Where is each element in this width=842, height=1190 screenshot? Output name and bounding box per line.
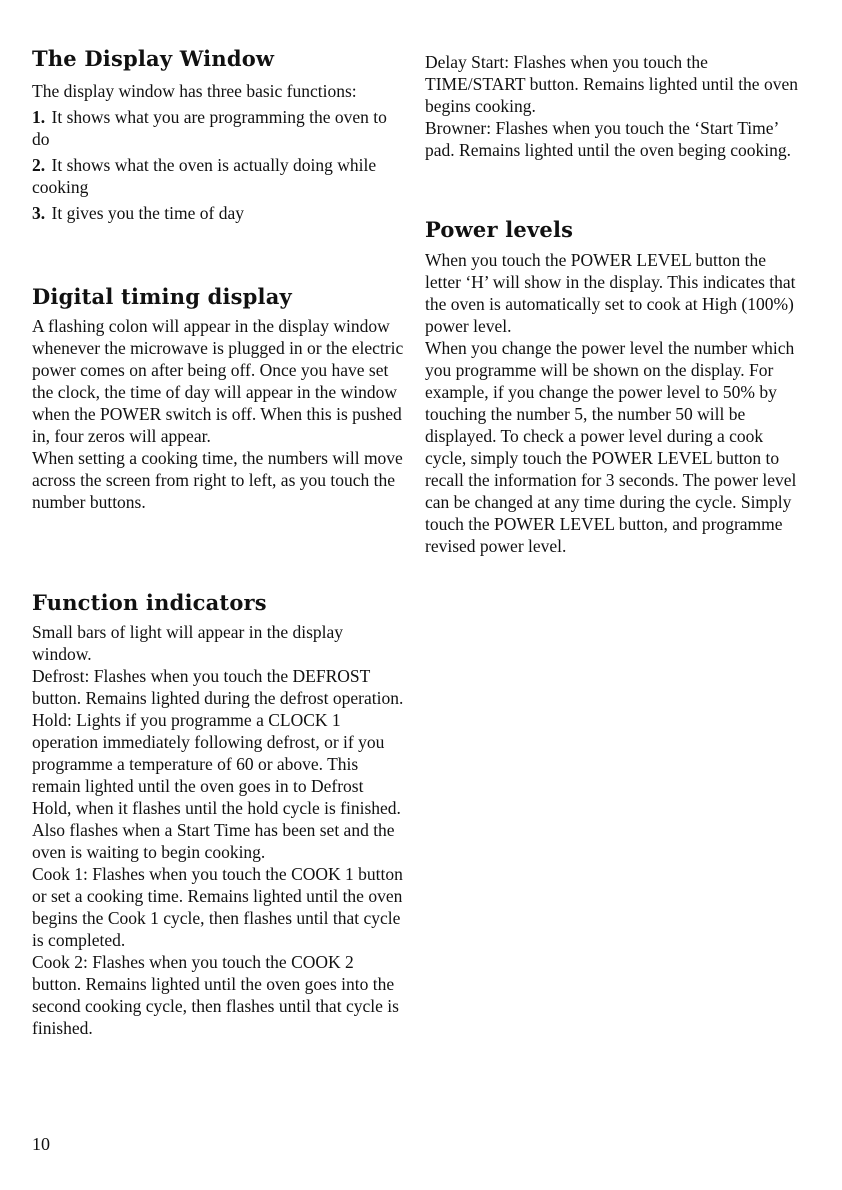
- function-item-number: 1.: [32, 107, 46, 127]
- function-item-2: [32, 154, 404, 198]
- digital-timing-section: [32, 284, 404, 513]
- function-item-1: [32, 106, 404, 150]
- display-window-section: [32, 46, 404, 228]
- display-window-intro: The display window has three basic functions:: [32, 81, 357, 101]
- cook2-indicator-text: Cook 2: Flashes when you touch the COOK 2 button. Remains lighted until the oven goes into the second cooking cycle, then flashes until that cycle is finished.: [32, 952, 399, 1038]
- power-levels-paragraph: When you change the power level the number which you programme will be shown on the display. For example, if you change the power level to 50% by touching the number 5, the number 50 will be displayed. To check a power level during a cook cycle, simply touch the POWER LEVEL button to recall the information for 3 seconds. The power level can be changed at any time during the cycle. Simply touch the POWER LEVEL button, and programme revised power level.: [425, 338, 797, 556]
- digital-timing-paragraph: A flashing colon will appear in the display window whenever the microwave is plugged in or the electric power comes on after being off. Once you have set the clock, the time of day will appear in the window when the POWER switch is off. When this is pushed in, four zeros will appear.: [32, 316, 404, 446]
- power-levels-section: [425, 217, 803, 557]
- function-indicators-intro: Small bars of light will appear in the display window.: [32, 622, 344, 664]
- defrost-indicator-text: Defrost: Flashes when you touch the DEFROST button. Remains lighted during the defrost operation.: [32, 666, 404, 708]
- function-item-text: It shows what the oven is actually doing while cooking: [32, 155, 377, 197]
- indicators-continued-section: [425, 51, 803, 161]
- display-window-heading: The Display Window: [32, 46, 275, 71]
- cook1-indicator-text: Cook 1: Flashes when you touch the COOK 1 button or set a cooking time. Remains lighted until the oven begins the Cook 1 cycle, then flashes until that cycle is completed.: [32, 864, 403, 950]
- power-levels-heading: Power levels: [425, 217, 574, 242]
- browner-indicator-text: Browner: Flashes when you touch the ‘Start Time’ pad. Remains lighted until the oven beging cooking.: [425, 118, 791, 160]
- digital-timing-paragraph: When setting a cooking time, the numbers will move across the screen from right to left, as you touch the number buttons.: [32, 448, 403, 512]
- function-item-text: It gives you the time of day: [51, 203, 244, 223]
- delay-start-indicator-text: Delay Start: Flashes when you touch the TIME/START button. Remains lighted until the oven begins cooking.: [425, 52, 798, 116]
- function-item-text: It shows what you are programming the oven to do: [32, 107, 387, 149]
- function-item-number: 3.: [32, 203, 46, 223]
- digital-timing-heading: Digital timing display: [32, 284, 292, 309]
- hold-indicator-text: Hold: Lights if you programme a CLOCK 1 operation immediately following defrost, or if you programme a temperature of 60 or above. This remain lighted until the oven goes in to Defrost Hold, when it flashes until the hold cycle is finished. Also flashes when a Start Time has been set and the oven is waiting to begin cooking.: [32, 710, 401, 862]
- function-item-number: 2.: [32, 155, 46, 175]
- page-number: 10: [32, 1134, 50, 1154]
- function-item-3: [32, 202, 404, 224]
- power-levels-paragraph: When you touch the POWER LEVEL button the letter ‘H’ will show in the display. This indicates that the oven is automatically set to cook at High (100%) power level.: [425, 250, 796, 336]
- function-indicators-heading: Function indicators: [32, 590, 267, 615]
- function-indicators-section: [32, 590, 404, 1039]
